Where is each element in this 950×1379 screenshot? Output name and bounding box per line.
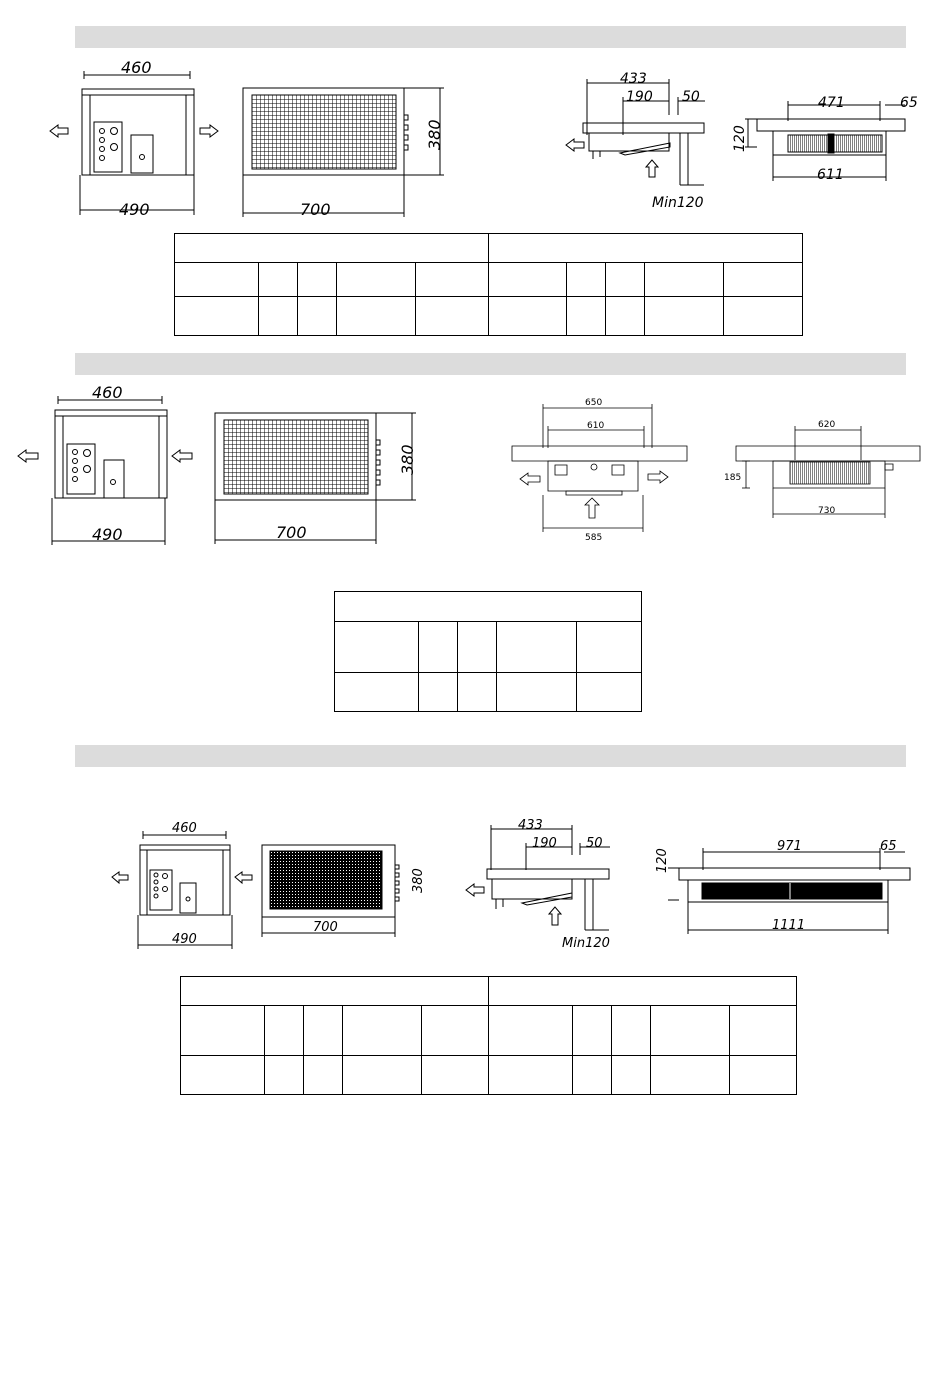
- dim-front-width: 730: [818, 506, 836, 516]
- dim-side-offset: 50: [586, 836, 603, 851]
- table-header-right: [489, 234, 803, 263]
- dim-coil-width: 700: [313, 920, 338, 935]
- dim-coil-height: 380: [398, 444, 417, 475]
- section-2-drawings: [0, 380, 950, 550]
- dim-side-inner: 610: [587, 421, 605, 431]
- section-1-spec-table: [174, 233, 803, 336]
- section-1-header-bar: [75, 26, 906, 48]
- condenser-coil-view: [215, 413, 416, 544]
- dim-unit-width: 460: [172, 821, 197, 836]
- dim-side-min: Min120: [562, 936, 610, 951]
- dim-front-width: 1111: [772, 918, 806, 933]
- dim-coil-height: 380: [411, 868, 426, 893]
- dim-unit-base: 490: [92, 525, 123, 544]
- table-header: [335, 592, 642, 622]
- dim-side-outer: 650: [585, 398, 603, 408]
- dim-unit-base: 490: [172, 932, 197, 947]
- condenser-coil-view: [243, 88, 444, 217]
- dim-side-min: Min120: [652, 195, 704, 211]
- dim-unit-width: 460: [121, 58, 152, 77]
- dim-unit-width: 460: [92, 383, 123, 402]
- dim-front-offset: 65: [880, 839, 897, 854]
- dim-front-offset: 65: [900, 95, 918, 111]
- dim-front-inner: 620: [818, 420, 836, 430]
- dim-front-inner: 971: [777, 839, 802, 854]
- dim-front-width: 611: [817, 167, 844, 183]
- dim-coil-width: 700: [300, 200, 331, 219]
- dim-coil-width: 700: [276, 523, 307, 542]
- dim-side-offset: 50: [682, 89, 700, 105]
- section-1-drawings: [0, 55, 950, 225]
- condensing-unit-side-view: [18, 396, 192, 545]
- table-header-left: [181, 977, 489, 1006]
- dim-front-height: 120: [655, 848, 670, 873]
- dim-unit-base: 490: [119, 200, 150, 219]
- dim-side-bottom: 585: [585, 533, 603, 543]
- section-2-header-bar: [75, 353, 906, 375]
- section-2-spec-table: [334, 591, 642, 712]
- dim-front-inner: 471: [818, 95, 845, 111]
- table-header-right: [489, 977, 797, 1006]
- dim-side-inner: 190: [626, 89, 653, 105]
- dim-front-height: 120: [732, 125, 748, 152]
- dim-side-depth: 433: [620, 71, 647, 87]
- dim-side-depth: 433: [518, 818, 543, 833]
- dim-front-height: 185: [724, 473, 742, 483]
- dim-coil-height: 380: [425, 119, 444, 150]
- section-3-drawings: [0, 815, 950, 965]
- section-3-spec-table: [180, 976, 797, 1095]
- section-3-header-bar: [75, 745, 906, 767]
- dim-side-inner: 190: [532, 836, 557, 851]
- table-header-left: [175, 234, 489, 263]
- evaporator-front-view: [736, 426, 920, 518]
- condensing-unit-side-view: [50, 71, 218, 215]
